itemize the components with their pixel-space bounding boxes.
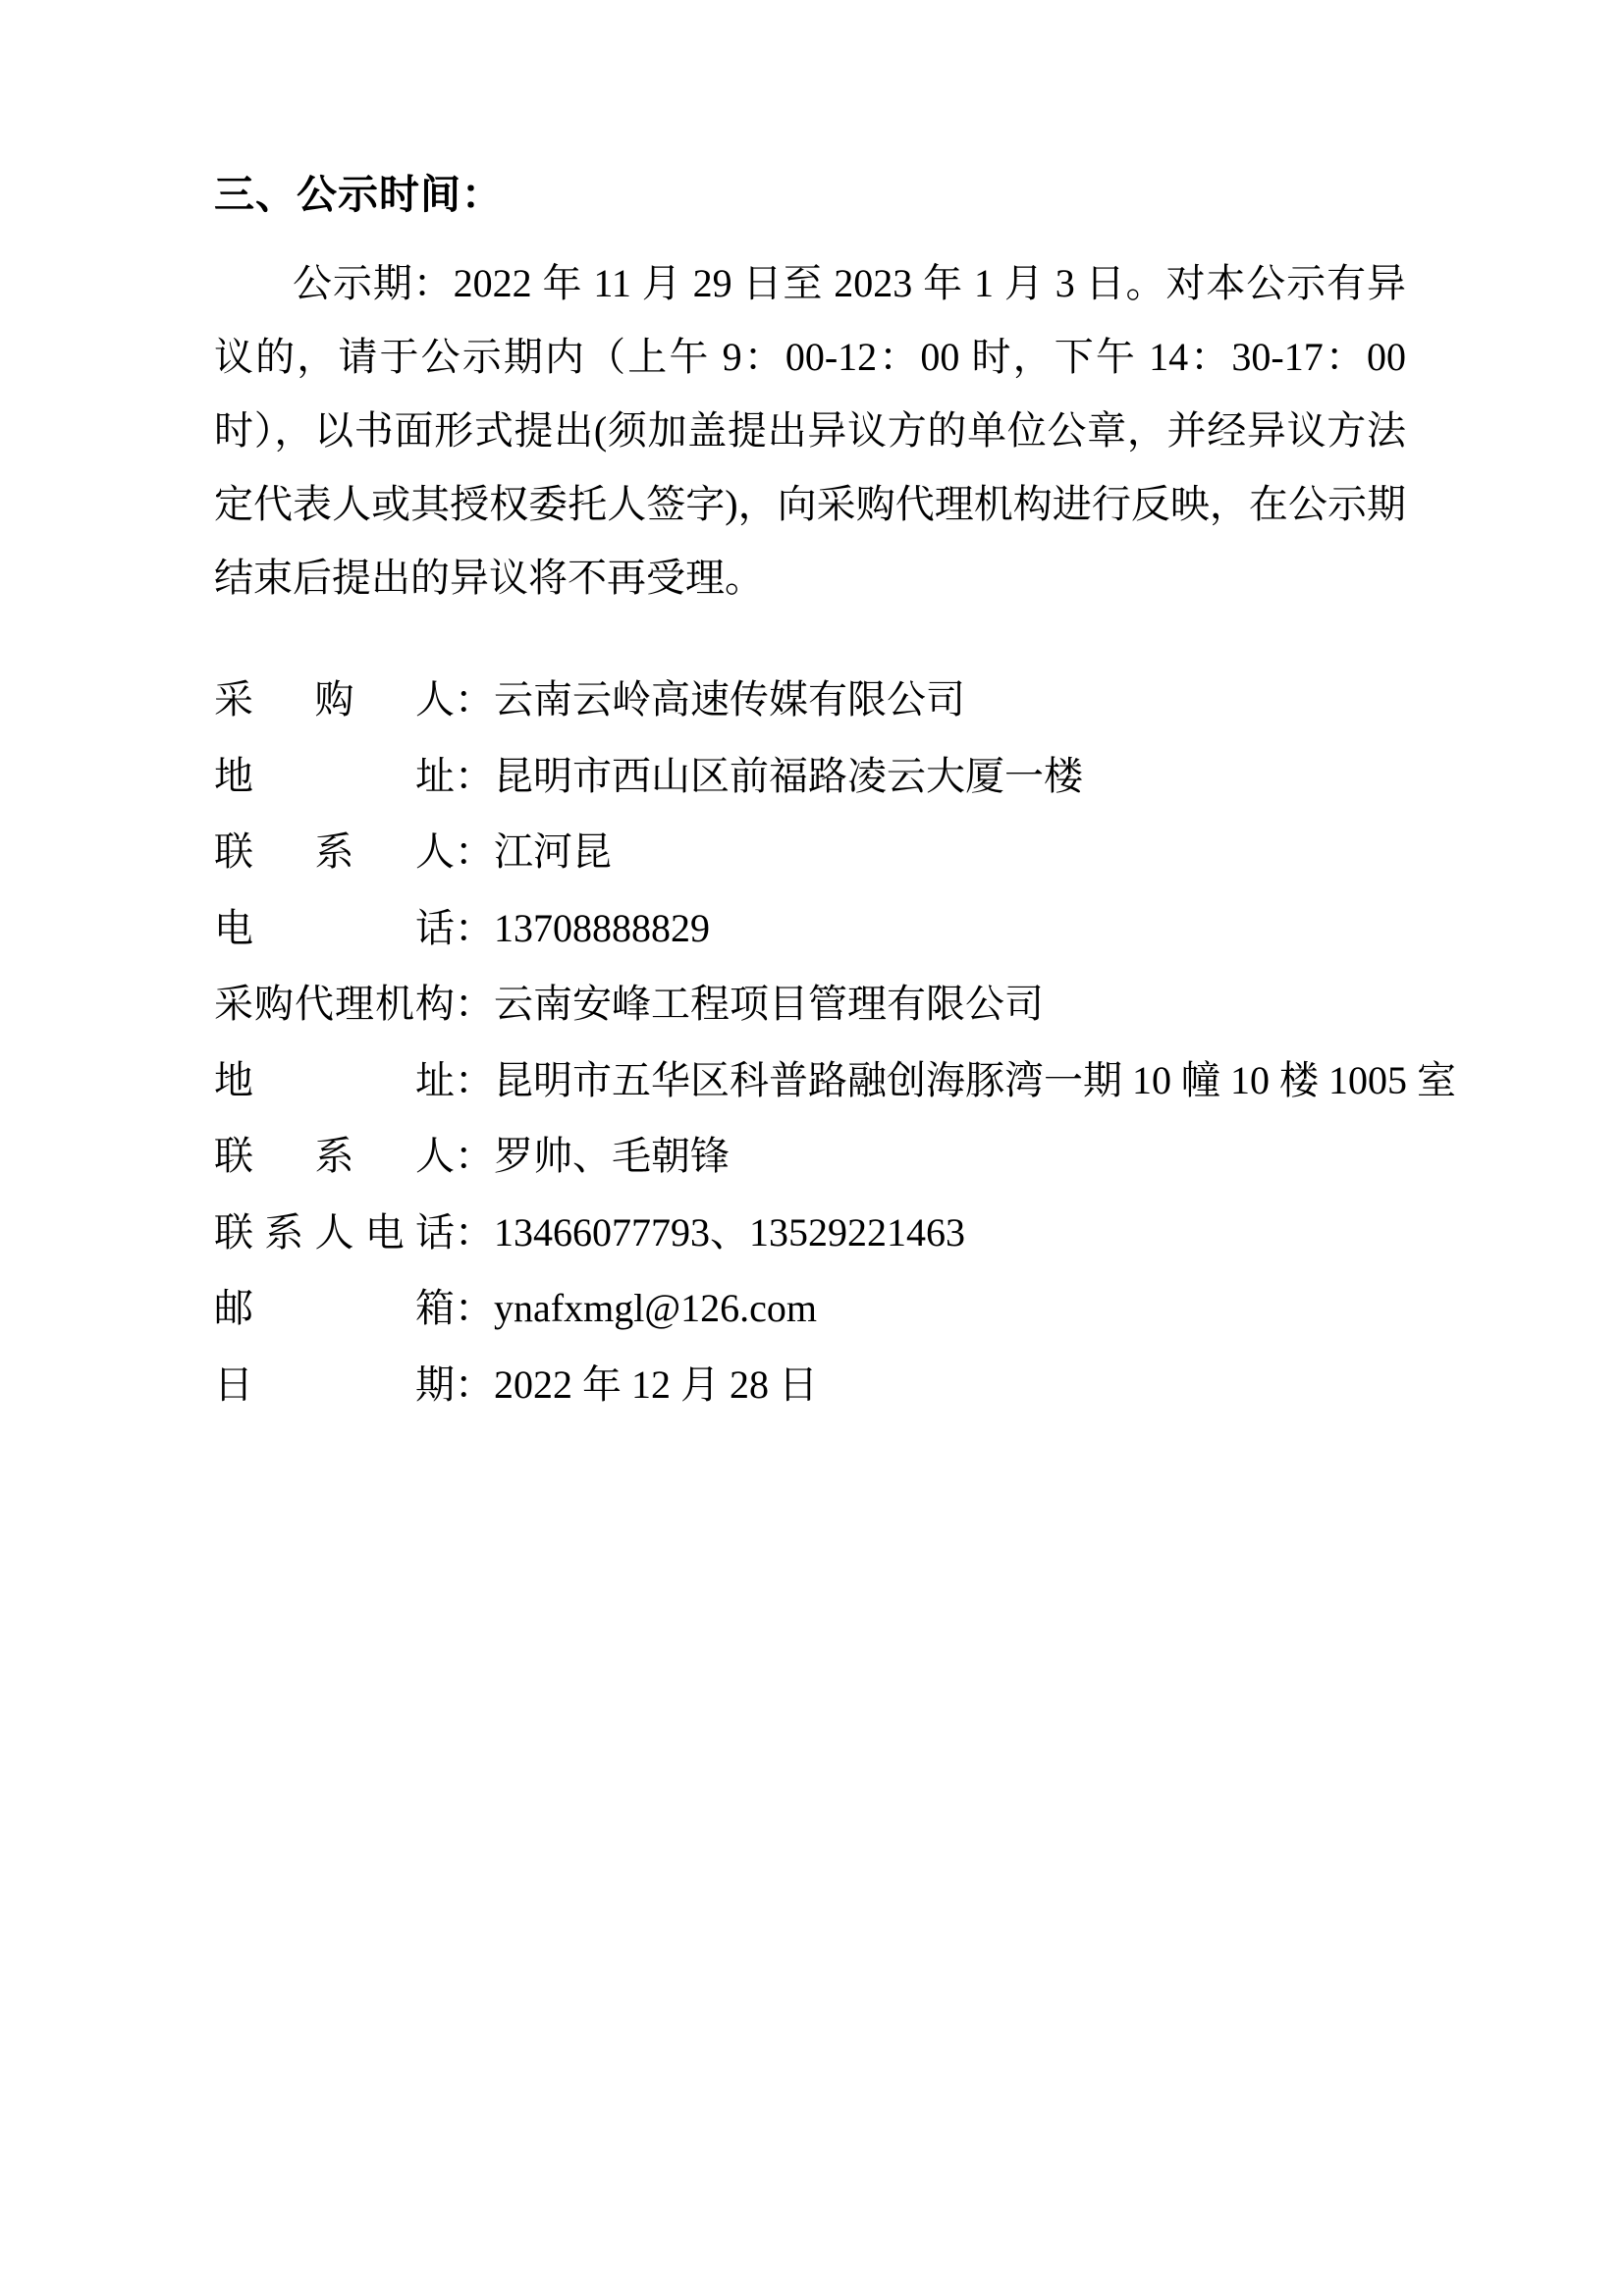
field-label-purchaser-contact: 联系人	[214, 829, 455, 874]
field-colon: ：	[455, 1362, 494, 1407]
section-title: 三、公示时间：	[214, 172, 503, 217]
field-colon: ：	[455, 677, 494, 721]
field-label-agency-contact-phone: 联系人电话	[214, 1209, 455, 1255]
field-row-purchaser-phone	[214, 890, 1406, 967]
notice-paragraph: 公示期：2022 年 11 月 29 日至 2023 年 1 月 3 日。对本公示有异议的，请于公示期内（上午 9：00-12：00 时，下午 14：30-17：00 时），以书面形式提出(须加盖提出异议方的单位公章，并经异议方法定代表人或其授权委托人签字)，向采购代理机构进行反映，在公示期结束后提出的异议将不再受理。	[214, 261, 1406, 600]
field-label-purchaser: 采购人	[214, 677, 455, 721]
contact-fields	[214, 662, 1456, 1422]
field-colon: ：	[455, 1286, 494, 1330]
field-label-email: 邮箱	[214, 1286, 455, 1330]
field-value-purchaser-phone: 13708888829	[494, 905, 710, 950]
field-value-purchaser-address: 昆明市西山区前福路凌云大厦一楼	[494, 753, 1083, 798]
field-label-purchaser-phone: 电话	[214, 905, 455, 950]
field-value-agency-contact-phone: 13466077793、13529221463	[494, 1209, 965, 1255]
field-colon: ：	[455, 829, 494, 874]
field-row-date	[214, 1347, 1406, 1423]
field-value-agency-address: 昆明市五华区科普路融创海豚湾一期 10 幢 10 楼 1005 室	[494, 1057, 1456, 1102]
field-row-agency-contact-phone	[214, 1195, 1406, 1271]
field-colon: ：	[455, 1057, 494, 1102]
field-value-agency: 云南安峰工程项目管理有限公司	[494, 982, 1044, 1026]
field-row-agency-contact	[214, 1118, 1406, 1195]
field-colon: ：	[455, 1209, 494, 1255]
field-label-agency-address: 地址	[214, 1057, 455, 1102]
field-colon: ：	[455, 1134, 494, 1178]
field-colon: ：	[455, 905, 494, 950]
field-colon: ：	[455, 982, 494, 1026]
field-label-purchaser-address: 地址	[214, 753, 455, 798]
field-value-date: 2022 年 12 月 28 日	[494, 1362, 818, 1407]
field-label-agency: 采购代理机构	[214, 982, 455, 1026]
field-row-purchaser	[214, 662, 1406, 738]
field-colon: ：	[455, 753, 494, 798]
field-row-email	[214, 1270, 1406, 1347]
field-label-date: 日期	[214, 1362, 455, 1407]
field-row-agency-address	[214, 1042, 1456, 1119]
field-value-purchaser-contact: 江河昆	[494, 829, 612, 874]
field-row-agency	[214, 966, 1406, 1042]
field-row-purchaser-address	[214, 738, 1406, 815]
field-row-purchaser-contact	[214, 814, 1406, 890]
field-value-agency-contact: 罗帅、毛朝锋	[494, 1134, 730, 1178]
field-value-email: ynafxmgl@126.com	[494, 1286, 818, 1330]
field-label-agency-contact: 联系人	[214, 1134, 455, 1178]
field-value-purchaser: 云南云岭高速传媒有限公司	[494, 677, 965, 721]
